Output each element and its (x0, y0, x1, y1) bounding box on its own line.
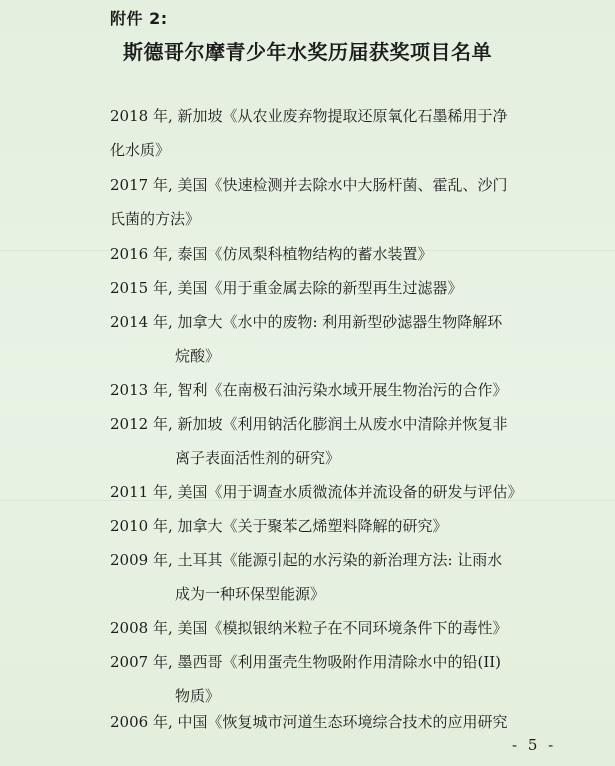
award-entry-2013: 2013 年, 智利《在南极石油污染水域开展生物治污的合作》 (110, 381, 508, 399)
award-entry-2018-line2: 化水质》 (110, 141, 171, 159)
award-entry-2006: 2006 年, 中国《恢复城市河道生态环境综合技术的应用研究 (110, 713, 508, 731)
award-entry-2018-line1: 2018 年, 新加坡《从农业废弃物提取还原氧化石墨稀用于净 (110, 107, 508, 125)
award-entry-2007-line1: 2007 年, 墨西哥《利用蛋壳生物吸附作用清除水中的铅(II) (110, 653, 502, 671)
award-entry-2007-line2: 物质》 (175, 687, 221, 705)
award-entry-2012-line1: 2012 年, 新加坡《利用钠活化膨润土从废水中清除并恢复非 (110, 415, 508, 433)
attachment-label: 附件 2: (110, 9, 168, 28)
award-entry-2008: 2008 年, 美国《模拟银纳米粒子在不同环境条件下的毒性》 (110, 619, 508, 637)
award-entry-2011: 2011 年, 美国《用于调查水质微流体并流设备的研发与评估》 (110, 483, 523, 501)
page-number: - 5 - (512, 736, 557, 754)
award-entry-2009-line1: 2009 年, 土耳其《能源引起的水污染的新治理方法: 让雨水 (110, 551, 503, 569)
award-entry-2014-line2: 烷酸》 (175, 347, 221, 365)
award-entry-2009-line2: 成为一种环保型能源》 (175, 585, 326, 603)
award-entry-2010: 2010 年, 加拿大《关于聚苯乙烯塑料降解的研究》 (110, 517, 448, 535)
award-entry-2015: 2015 年, 美国《用于重金属去除的新型再生过滤器》 (110, 279, 463, 297)
award-entry-2017-line2: 氏菌的方法》 (110, 210, 201, 228)
award-entry-2014-line1: 2014 年, 加拿大《水中的废物: 利用新型砂滤器生物降解环 (110, 313, 503, 331)
award-entry-2016: 2016 年, 泰国《仿凤梨科植物结构的蓄水装置》 (110, 245, 433, 263)
award-entry-2012-line2: 离子表面活性剂的研究》 (175, 449, 341, 467)
award-entry-2017-line1: 2017 年, 美国《快速检测并去除水中大肠杆菌、霍乱、沙门 (110, 176, 508, 194)
document-title: 斯德哥尔摩青少年水奖历届获奖项目名单 (123, 40, 492, 64)
